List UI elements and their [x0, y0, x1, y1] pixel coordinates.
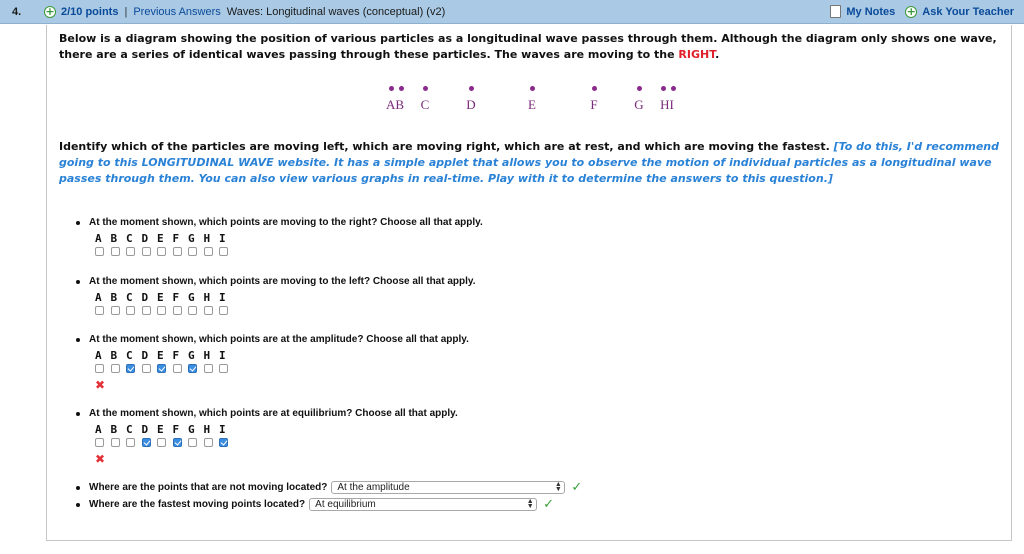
checkbox-h[interactable] [204, 438, 213, 447]
select-arrows-icon: ▲ ▼ [554, 481, 562, 493]
intro-end: . [715, 48, 720, 61]
checkbox-b[interactable] [111, 364, 120, 373]
option-letter: H [203, 232, 211, 245]
correct-check-icon: ✓ [571, 480, 583, 495]
option-letter: C [126, 291, 133, 304]
question-number: 4. [12, 5, 22, 18]
question-prompt: At the moment shown, which points are at the amplitude? Choose all that apply. [89, 334, 469, 345]
checkbox-question [76, 334, 469, 391]
checkbox-f[interactable] [173, 438, 182, 447]
particle-i [671, 86, 676, 91]
option-letter: A [95, 232, 102, 245]
option-letter: C [126, 349, 133, 362]
checkbox-row [95, 438, 458, 447]
option-letter: C [126, 232, 133, 245]
option-letter: E [157, 291, 164, 304]
incorrect-x-icon: ✖ [95, 452, 106, 466]
particle-diagram [47, 81, 1013, 121]
question-prompt: At the moment shown, which points are moving to the right? Choose all that apply. [89, 217, 483, 228]
checkbox-c[interactable] [126, 247, 135, 256]
checkbox-g[interactable] [188, 364, 197, 373]
checkbox-i[interactable] [219, 438, 228, 447]
question-prompt: At the moment shown, which points are at equilibrium? Choose all that apply. [89, 408, 458, 419]
checkbox-question [76, 217, 483, 256]
option-letter: A [95, 423, 102, 436]
option-letter: I [219, 423, 226, 436]
checkbox-a[interactable] [95, 247, 104, 256]
particle-d [469, 86, 474, 91]
ask-teacher-button[interactable] [905, 6, 1014, 18]
option-letter: I [219, 232, 226, 245]
option-letter: G [188, 291, 195, 304]
option-letter: B [110, 232, 118, 245]
question-header [0, 0, 1024, 24]
checkbox-b[interactable] [111, 306, 120, 315]
label-f: F [590, 97, 598, 112]
label-e: E [528, 97, 536, 112]
particle-g [637, 86, 642, 91]
identify-text: Identify which of the particles are moving left, which are moving right, which are at rest, and which are moving the fastest. [59, 140, 834, 153]
letter-row [95, 232, 483, 245]
checkbox-i[interactable] [219, 364, 228, 373]
label-g: G [634, 97, 644, 112]
particle-c [423, 86, 428, 91]
checkbox-c[interactable] [126, 364, 135, 373]
option-letter: B [110, 291, 118, 304]
checkbox-b[interactable] [111, 438, 120, 447]
checkbox-a[interactable] [95, 438, 104, 447]
checkbox-d[interactable] [142, 438, 151, 447]
notes-icon [830, 5, 841, 18]
option-letter: A [95, 349, 102, 362]
label-d: D [466, 97, 476, 112]
checkbox-h[interactable] [204, 247, 213, 256]
checkbox-g[interactable] [188, 247, 197, 256]
option-letter: F [172, 232, 180, 245]
ask-teacher-label: Ask Your Teacher [922, 5, 1014, 18]
incorrect-x-icon: ✖ [95, 378, 106, 392]
letter-row [95, 423, 458, 436]
option-letter: G [188, 349, 195, 362]
bullet [76, 503, 80, 507]
option-letter: F [172, 349, 180, 362]
option-letter: G [188, 232, 195, 245]
separator: | [124, 5, 128, 18]
checkbox-f[interactable] [173, 247, 182, 256]
select-prompt: Where are the points that are not moving located? [89, 482, 328, 493]
not-moving-select[interactable] [331, 481, 565, 494]
select-value: At equilibrium [315, 499, 376, 510]
checkbox-question [76, 276, 476, 315]
bullet [76, 280, 80, 284]
previous-answers-link[interactable]: Previous Answers [133, 5, 221, 18]
checkbox-row [95, 364, 469, 373]
particle-a [389, 86, 394, 91]
correct-check-icon: ✓ [543, 497, 555, 512]
option-letter: B [110, 349, 118, 362]
bullet [76, 486, 80, 490]
question-prompt-row [76, 334, 469, 345]
select-arrows-icon: ▲ ▼ [526, 498, 534, 510]
label-hi: HI [660, 97, 674, 112]
label-c: C [420, 97, 430, 112]
intro-body: Below is a diagram showing the position of various particles as a longitudinal wave passes through them. Although the diagram only shows one wave, there are a series of identical waves passing through these particles. The waves are moving to the [59, 32, 997, 61]
option-letter: B [110, 423, 118, 436]
checkbox-row [95, 247, 483, 256]
checkbox-i[interactable] [219, 247, 228, 256]
checkbox-d[interactable] [142, 247, 151, 256]
fastest-select[interactable] [309, 498, 537, 511]
option-letter: I [219, 349, 226, 362]
option-letter: D [141, 232, 149, 245]
option-letter: E [157, 232, 164, 245]
wave-direction: RIGHT [678, 48, 716, 61]
question-prompt-row [76, 276, 476, 287]
option-letter: A [95, 291, 102, 304]
my-notes-label: My Notes [846, 5, 896, 18]
select-row-not-moving [76, 480, 582, 495]
checkbox-b[interactable] [111, 247, 120, 256]
checkbox-question [76, 408, 458, 465]
question-title: Waves: Longitudinal waves (conceptual) (v2) [226, 5, 446, 18]
option-letter: D [141, 423, 149, 436]
checkbox-e[interactable] [157, 247, 166, 256]
checkbox-h[interactable] [204, 364, 213, 373]
checkbox-a[interactable] [95, 306, 104, 315]
plus-icon: + [906, 4, 916, 18]
checkbox-h[interactable] [204, 306, 213, 315]
checkbox-a[interactable] [95, 364, 104, 373]
checkbox-e[interactable] [157, 364, 166, 373]
question-prompt-row [76, 217, 483, 228]
points-link[interactable]: 2/10 points [61, 5, 119, 18]
checkbox-f[interactable] [173, 364, 182, 373]
checkbox-f[interactable] [173, 306, 182, 315]
checkbox-c[interactable] [126, 306, 135, 315]
bullet [76, 338, 80, 342]
checkbox-e[interactable] [157, 438, 166, 447]
question-prompt-row [76, 408, 458, 419]
intro-text [59, 31, 1004, 63]
particle-b [399, 86, 404, 91]
checkbox-d[interactable] [142, 364, 151, 373]
select-row-fastest [76, 497, 554, 512]
select-value: At the amplitude [337, 482, 410, 493]
option-letter: F [172, 423, 180, 436]
label-ab: AB [385, 97, 405, 112]
longitudinal-wave-link[interactable]: LONGITUDINAL WAVE [141, 156, 274, 169]
checkbox-g[interactable] [188, 438, 197, 447]
checkbox-row [95, 306, 476, 315]
checkbox-e[interactable] [157, 306, 166, 315]
particle-e [530, 86, 535, 91]
option-letter: D [141, 291, 149, 304]
checkbox-i[interactable] [219, 306, 228, 315]
checkbox-d[interactable] [142, 306, 151, 315]
particle-h [661, 86, 666, 91]
option-letter: E [157, 349, 164, 362]
option-letter: C [126, 423, 133, 436]
option-letter: D [141, 349, 149, 362]
letter-row [95, 291, 476, 304]
option-letter: E [157, 423, 164, 436]
option-letter: G [188, 423, 195, 436]
question-prompt: At the moment shown, which points are moving to the left? Choose all that apply. [89, 276, 476, 287]
option-letter: F [172, 291, 180, 304]
identify-instructions [59, 139, 1007, 187]
letter-row [95, 349, 469, 362]
my-notes-button[interactable] [830, 5, 895, 18]
checkbox-c[interactable] [126, 438, 135, 447]
particle-f [592, 86, 597, 91]
plus-icon: + [45, 4, 55, 18]
option-letter: I [219, 291, 226, 304]
bullet [76, 221, 80, 225]
bullet [76, 412, 80, 416]
hint-end: website. It has a simple applet that allows you to observe the motion of individual particles as a longitudinal wave passes through them. You can also view various graphs in real-time. Play with it to determine the answers to this question.] [59, 156, 992, 185]
select-prompt: Where are the fastest moving points located? [89, 499, 306, 510]
checkbox-g[interactable] [188, 306, 197, 315]
option-letter: H [203, 349, 211, 362]
option-letter: H [203, 423, 211, 436]
option-letter: H [203, 291, 211, 304]
hint-start: [To do this, I'd recommend going to this [59, 140, 1000, 169]
